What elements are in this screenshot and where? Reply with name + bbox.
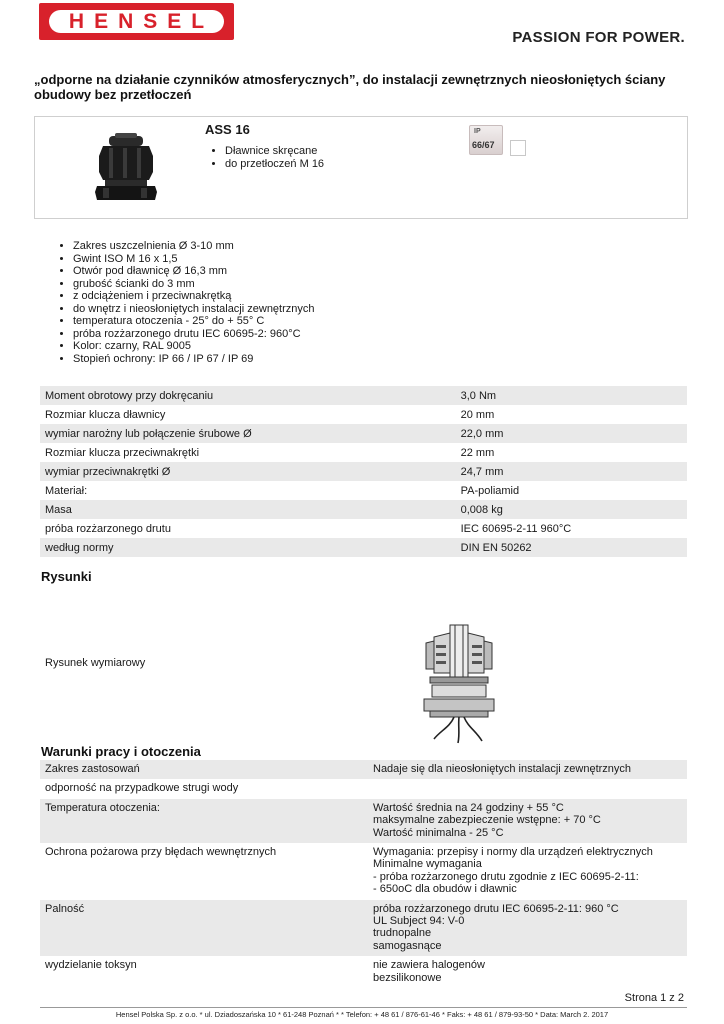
spec-label: Moment obrotowy przy dokręcaniu — [40, 386, 456, 405]
condition-value: Wymagania: przepisy i normy dla urządzeń elektrycznych Minimalne wymagania - próba rozżarzonego drutu zgodnie z IEC 60695-2-11: - 650oC dla obudów i dławnic — [373, 846, 653, 896]
specs-table — [40, 386, 687, 557]
feature-item: • temperatura otoczenia - 25° do + 55° C — [73, 315, 315, 328]
hensel-logo — [39, 3, 234, 40]
conditions-heading: Warunki pracy i otoczenia — [41, 744, 201, 759]
condition-value — [368, 779, 687, 798]
feature-item: • z odciążeniem i przeciwnakrętką — [73, 290, 315, 303]
condition-value: Wartość średnia na 24 godziny + 55 °C maksymalne zabezpieczenie wstępne: + 70 °C Wartość minimalna - 25 °C — [368, 799, 687, 843]
feature-item: • Zakres uszczelnienia Ø 3-10 mm — [73, 240, 315, 253]
product-bullets — [205, 145, 324, 171]
spec-value: 0,008 kg — [456, 500, 687, 519]
spec-value: PA-poliamid — [460, 484, 520, 497]
ip-value: 66/67 — [472, 140, 495, 150]
spec-value: 24,7 mm — [456, 462, 687, 481]
table-row — [40, 538, 687, 557]
spec-label: Rozmiar klucza przeciwnakrętki — [45, 446, 200, 459]
product-box — [34, 116, 688, 219]
feature-item: • próba rozżarzonego drutu IEC 60695-2: 960°C — [73, 328, 315, 341]
footer-contact: Hensel Polska Sp. z o.o. * ul. Dziadoszańska 10 * 61-248 Poznań * * Telefon: + 48 61 / 876-61-46 * Faks: + 48 61 / 879-93-50 * Data: March 2. 2017 — [115, 1010, 609, 1019]
product-bullet: • Dławnice skręcane — [225, 145, 324, 158]
product-bullet: • do przetłoczeń M 16 — [225, 158, 324, 171]
spec-value: IEC 60695-2-11 960°C — [460, 522, 572, 535]
feature-item: • do wnętrz i nieosłoniętych instalacji zewnętrznych — [73, 303, 315, 316]
spec-value: DIN EN 50262 — [456, 538, 687, 557]
spec-label: wymiar przeciwnakrętki Ø — [40, 462, 456, 481]
condition-label: Palność — [40, 900, 368, 957]
feature-item: • Otwór pod dławnicę Ø 16,3 mm — [73, 265, 315, 278]
feature-item: • Gwint ISO M 16 x 1,5 — [73, 253, 315, 266]
cable-gland-cross-section-icon — [420, 623, 498, 745]
table-row — [40, 779, 687, 798]
spec-label: próba rozżarzonego drutu — [45, 522, 171, 535]
table-row — [40, 424, 687, 443]
table-row — [40, 900, 687, 957]
feature-item: • Kolor: czarny, RAL 9005 — [73, 340, 315, 353]
table-row — [40, 462, 687, 481]
spec-label: według normy — [40, 538, 456, 557]
empty-badge — [510, 140, 526, 156]
ip-rating-badge — [469, 125, 503, 155]
spec-value: 22 mm — [460, 446, 495, 459]
table-row — [40, 386, 687, 405]
condition-value: próba rozżarzonego drutu IEC 60695-2-11: 960 °C UL Subject 94: V-0 trudnopalne samogasnące — [368, 900, 687, 957]
spec-value: 3,0 Nm — [456, 386, 687, 405]
features-list — [54, 240, 315, 365]
condition-value: nie zawiera halogenów bezsilikonowe — [373, 959, 485, 984]
cable-gland-icon — [95, 132, 157, 202]
spec-label: Materiał: — [45, 484, 88, 497]
table-row — [40, 956, 687, 988]
table-row — [40, 799, 687, 843]
condition-label: Ochrona pożarowa przy błędach wewnętrznych — [45, 846, 277, 859]
condition-label: Zakres zastosowań — [40, 760, 368, 779]
table-row — [40, 405, 687, 424]
spec-label: Rozmiar klucza dławnicy — [45, 408, 166, 421]
table-row — [40, 481, 687, 500]
conditions-table — [40, 760, 687, 988]
ip-label: IP — [474, 128, 481, 135]
table-row — [40, 519, 687, 538]
drawing-label: Rysunek wymiarowy — [45, 657, 146, 669]
table-row — [40, 843, 687, 900]
page-number: Strona 1 z 2 — [624, 992, 684, 1004]
condition-label: odporność na przypadkowe strugi wody — [45, 782, 239, 795]
condition-value: Nadaje się dla nieosłoniętych instalacji zewnętrznych — [368, 760, 687, 779]
spec-label: Masa — [40, 500, 456, 519]
table-row — [40, 443, 687, 462]
footer-divider — [40, 1007, 687, 1008]
slogan: PASSION FOR POWER. — [512, 29, 685, 46]
spec-value: 20 mm — [460, 408, 495, 421]
feature-item: • grubość ścianki do 3 mm — [73, 278, 315, 291]
spec-label: wymiar narożny lub połączenie śrubowe Ø — [40, 424, 456, 443]
product-name: ASS 16 — [205, 122, 250, 137]
logo-text: HENSEL — [49, 10, 224, 33]
drawings-heading: Rysunki — [41, 569, 92, 584]
feature-item: • Stopień ochrony: IP 66 / IP 67 / IP 69 — [73, 353, 315, 366]
condition-label: wydzielanie toksyn — [45, 959, 137, 972]
table-row — [40, 500, 687, 519]
spec-value: 22,0 mm — [456, 424, 687, 443]
document-title: „odporne na działanie czynników atmosferycznych”, do instalacji zewnętrznych nieosłoniętych ściany obudowy bez przetłoczeń — [34, 72, 666, 102]
condition-label: Temperatura otoczenia: — [40, 799, 368, 843]
table-row — [40, 760, 687, 779]
